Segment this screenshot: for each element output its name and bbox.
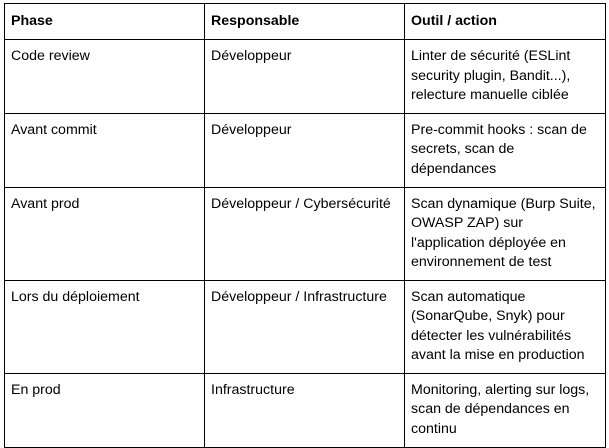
table-row [5,187,606,280]
table-row [5,280,606,373]
cell-phase: Lors du déploiement [5,280,205,373]
cell-phase: Code review [5,40,205,114]
cell-phase: Avant commit [5,113,205,187]
cell-outil-action: Linter de sécurité (ESLint security plugin, Bandit...), relecture manuelle ciblée [405,40,606,114]
cell-phase: En prod [5,373,205,447]
cell-outil-action: Scan dynamique (Burp Suite, OWASP ZAP) sur l'application déployée en environnement de test [405,187,606,280]
cell-outil-action: Scan automatique (SonarQube, Snyk) pour détecter les vulnérabilités avant la mise en production [405,280,606,373]
header-outil-action: Outil / action [405,4,606,40]
header-responsable: Responsable [205,4,405,40]
cell-responsable: Développeur / Infrastructure [205,280,405,373]
cell-responsable: Développeur / Cybersécurité [205,187,405,280]
cell-outil-action: Monitoring, alerting sur logs, scan de dépendances en continu [405,373,606,447]
table-header-row [5,4,606,40]
table-row [5,113,606,187]
cell-responsable: Infrastructure [205,373,405,447]
header-phase: Phase [5,4,205,40]
table-row [5,40,606,114]
cell-phase: Avant prod [5,187,205,280]
cell-outil-action: Pre-commit hooks : scan de secrets, scan de dépendances [405,113,606,187]
cell-responsable: Développeur [205,113,405,187]
cell-responsable: Développeur [205,40,405,114]
table-row [5,373,606,447]
security-phases-table [4,3,606,448]
